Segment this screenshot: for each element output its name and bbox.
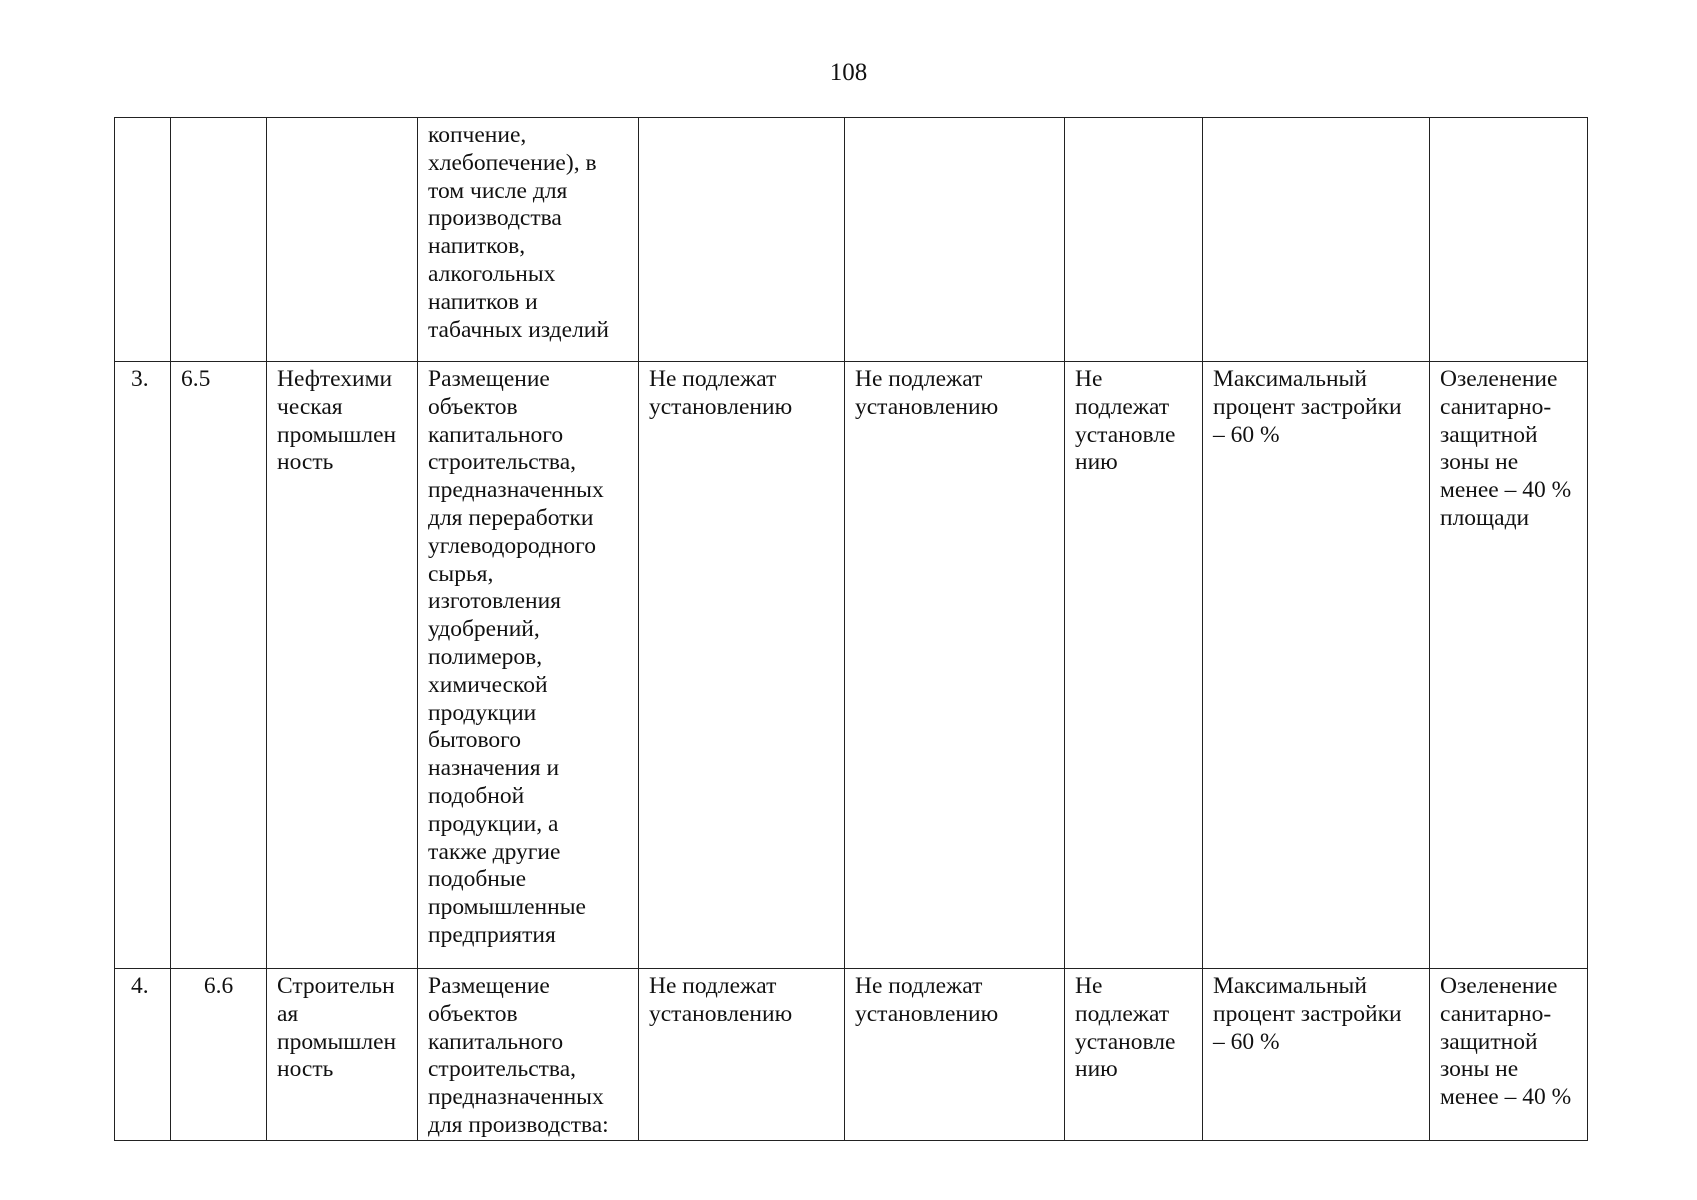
cell-line: подлежат: [1075, 1000, 1170, 1027]
cell-line: Нефтехими: [277, 366, 393, 392]
cell-line: ность: [277, 449, 334, 476]
cell-line: полимеров,: [428, 643, 543, 670]
cell-line: сырья,: [428, 560, 494, 587]
cell-col8: [1203, 362, 1430, 969]
cell-line: также другие: [428, 838, 561, 865]
cell-line: предприятия: [428, 921, 556, 948]
cell-line: Максимальный: [1213, 366, 1367, 392]
cell-line: Размещение: [428, 973, 550, 999]
cell-line: процент застройки: [1213, 1000, 1402, 1027]
cell-line: назначения и: [428, 755, 560, 782]
cell-line: установлению: [855, 393, 999, 420]
cell-line: Строительн: [277, 973, 395, 999]
cell-line: для переработки: [428, 504, 594, 531]
table-row: [115, 118, 1588, 362]
cell-line: Максимальный: [1213, 973, 1367, 999]
cell-line: продукции: [428, 699, 537, 726]
cell-line: ность: [277, 1056, 334, 1083]
cell-code: 6.5: [171, 362, 267, 969]
cell-description: [418, 969, 639, 1141]
cell-line: копчение,: [428, 122, 527, 148]
cell-line: установлению: [855, 1000, 999, 1027]
cell-line: Не подлежат: [855, 366, 983, 392]
table-row: [115, 362, 1588, 969]
cell-name: [267, 118, 418, 362]
cell-number: 4.: [115, 969, 171, 1141]
cell-line: Озеленение: [1440, 973, 1558, 999]
cell-line: промышленные: [428, 894, 586, 921]
cell-line: подобные: [428, 866, 527, 893]
cell-line: Не подлежат: [855, 973, 983, 999]
cell-col6: [845, 362, 1065, 969]
cell-col9: [1430, 362, 1588, 969]
cell-line: хлебопечение), в: [428, 149, 597, 176]
cell-number: 3.: [115, 362, 171, 969]
cell-line: удобрений,: [428, 616, 540, 643]
cell-col5: [639, 118, 845, 362]
cell-line: изготовления: [428, 588, 561, 615]
cell-line: том числе для: [428, 177, 568, 204]
cell-line: подобной: [428, 782, 525, 809]
cell-line: подлежат: [1075, 393, 1170, 420]
cell-line: ческая: [277, 393, 343, 420]
cell-col9: [1430, 969, 1588, 1141]
cell-line: менее – 40 %: [1440, 477, 1572, 504]
cell-col6: [845, 969, 1065, 1141]
cell-line: объектов: [428, 393, 518, 420]
cell-code: 6.6: [171, 969, 267, 1141]
cell-line: защитной: [1440, 421, 1538, 448]
cell-line: Размещение: [428, 366, 550, 392]
table-row: [115, 969, 1588, 1141]
cell-col8: [1203, 118, 1430, 362]
cell-line: площади: [1440, 504, 1530, 531]
cell-col8: [1203, 969, 1430, 1141]
cell-line: углеводородного: [428, 532, 596, 559]
cell-line: защитной: [1440, 1028, 1538, 1055]
cell-line: зоны не: [1440, 449, 1519, 476]
cell-description: [418, 118, 639, 362]
cell-description: [418, 362, 639, 969]
cell-col7: [1065, 362, 1203, 969]
cell-col9: [1430, 118, 1588, 362]
cell-line: химической: [428, 671, 548, 698]
page-number: 108: [829, 59, 868, 86]
cell-line: промышлен: [277, 421, 397, 448]
cell-line: Не подлежат: [649, 973, 777, 999]
cell-col7: [1065, 969, 1203, 1141]
cell-line: предназначенных: [428, 477, 604, 504]
cell-line: процент застройки: [1213, 393, 1402, 420]
zoning-table: [114, 117, 1588, 1141]
cell-line: предназначенных: [428, 1084, 604, 1111]
cell-line: капитального: [428, 421, 564, 448]
cell-line: менее – 40 %: [1440, 1084, 1572, 1111]
cell-line: продукции, а: [428, 810, 559, 837]
cell-line: для производства:: [428, 1111, 609, 1138]
cell-line: установле: [1075, 1028, 1176, 1055]
cell-line: напитков и: [428, 288, 538, 315]
cell-line: – 60 %: [1213, 1028, 1280, 1055]
cell-col7: [1065, 118, 1203, 362]
cell-col5: [639, 969, 845, 1141]
cell-line: Не подлежат: [649, 366, 777, 392]
cell-line: промышлен: [277, 1028, 397, 1055]
cell-name: [267, 969, 418, 1141]
cell-col5: [639, 362, 845, 969]
cell-line: – 60 %: [1213, 421, 1280, 448]
cell-line: установлению: [649, 1000, 793, 1027]
cell-line: нию: [1075, 449, 1118, 476]
cell-line: нию: [1075, 1056, 1118, 1083]
cell-line: табачных изделий: [428, 316, 609, 343]
cell-line: установлению: [649, 393, 793, 420]
cell-line: установле: [1075, 421, 1176, 448]
cell-line: ая: [277, 1000, 299, 1027]
cell-line: алкогольных: [428, 260, 556, 287]
cell-line: строительства,: [428, 1056, 576, 1083]
cell-col6: [845, 118, 1065, 362]
cell-line: напитков,: [428, 233, 526, 260]
cell-name: [267, 362, 418, 969]
cell-line: Озеленение: [1440, 366, 1558, 392]
cell-code: [171, 118, 267, 362]
cell-line: Не: [1075, 973, 1103, 999]
cell-line: бытового: [428, 727, 521, 754]
cell-line: зоны не: [1440, 1056, 1519, 1083]
cell-line: капитального: [428, 1028, 564, 1055]
cell-line: строительства,: [428, 449, 576, 476]
cell-line: Не: [1075, 366, 1103, 392]
cell-line: объектов: [428, 1000, 518, 1027]
cell-line: производства: [428, 205, 562, 232]
cell-line: санитарно-: [1440, 393, 1552, 420]
cell-number: [115, 118, 171, 362]
cell-line: санитарно-: [1440, 1000, 1552, 1027]
